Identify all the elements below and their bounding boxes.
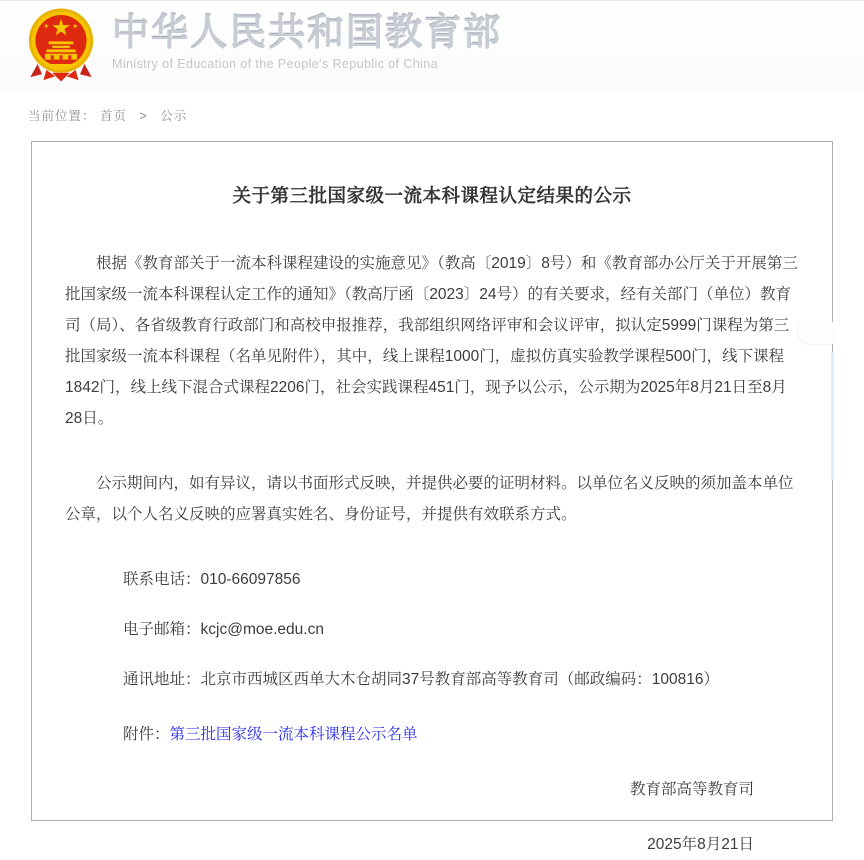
floating-widget-corner <box>798 322 834 344</box>
contact-phone-value: 010-66097856 <box>200 571 301 588</box>
contact-phone-line <box>65 564 799 595</box>
home-logo-link[interactable] <box>24 7 502 83</box>
floating-widget-edge <box>831 352 834 480</box>
article-container <box>31 141 833 853</box>
breadcrumb-link-home[interactable]: 首页 <box>100 109 128 123</box>
signature-date: 2025年8月21日 <box>647 836 754 853</box>
breadcrumb-link-gongshi[interactable]: 公示 <box>160 109 188 123</box>
attachment-link[interactable]: 第三批国家级一流本科课程公示名单 <box>169 726 418 743</box>
contact-address-value: 北京市西城区西单大木仓胡同37号教育部高等教育司（邮政编码：100816） <box>200 671 719 688</box>
contact-email-value: kcjc@moe.edu.cn <box>200 621 324 638</box>
attachment-line <box>65 719 799 750</box>
contact-email-label: 电子邮箱： <box>123 621 201 638</box>
site-subtitle: Ministry of Education of the People's Republic of China <box>112 56 438 71</box>
attachment-label: 附件： <box>123 726 170 743</box>
contact-address-label: 通讯地址： <box>123 671 201 688</box>
site-header <box>0 0 864 92</box>
article-paragraph: 根据《教育部关于一流本科课程建设的实施意见》（教高〔2019〕8号）和《教育部办公厅关于开展第三批国家级一流本科课程认定工作的通知》（教高厅函〔2023〕24号）的有关要求，经有关部门（单位）教育司（局）、各省级教育行政部门和高校申报推荐，我部组织网络评审和会议评审，拟认定5999门课程为第三批国家级一流本科课程（名单见附件），其中，线上课程1000门，虚拟仿真实验教学课程500门，线下课程1842门，线上线下混合式课程2206门，社会实践课程451门，现予以公示，公示期为2025年8月21日至8月28日。 <box>65 255 798 427</box>
breadcrumb-label: 当前位置： <box>28 109 96 123</box>
breadcrumb-separator: > <box>139 109 148 123</box>
contact-email-line <box>65 614 799 645</box>
breadcrumb <box>28 106 187 124</box>
article-paragraph: 公示期间内，如有异议，请以书面形式反映，并提供必要的证明材料。以单位名义反映的须加盖本单位公章，以个人名义反映的应署真实姓名、身份证号，并提供有效联系方式。 <box>65 475 794 523</box>
signature: 教育部高等教育司 <box>629 781 754 798</box>
contact-address-line <box>65 664 799 695</box>
site-title-block <box>112 7 502 71</box>
article-title: 关于第三批国家级一流本科课程认定结果的公示 <box>232 185 632 206</box>
national-emblem-icon <box>24 7 98 83</box>
site-title: 中华人民共和国教育部 <box>112 12 502 53</box>
contact-phone-label: 联系电话： <box>123 571 201 588</box>
